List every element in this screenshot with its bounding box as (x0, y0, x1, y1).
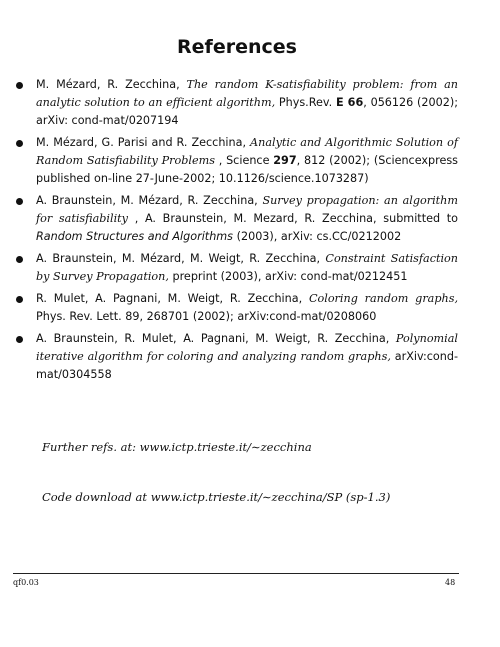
reference-item (14, 134, 458, 188)
reference-item (14, 192, 458, 246)
ref-details: , 056126 (2002); arXiv: cond-mat/0207194 (36, 96, 458, 127)
ref-journal: , Science (214, 154, 274, 167)
ref-details: (2003), arXiv: cs.CC/0212002 (233, 230, 402, 243)
reference-item (14, 76, 458, 130)
footer-label: qf0.03 (13, 578, 39, 587)
bullet-icon (16, 336, 23, 343)
ref-title: Coloring random graphs, (308, 292, 458, 305)
ref-authors: M. Mézard, R. Zecchina, (36, 78, 187, 91)
page-number: 48 (445, 578, 456, 587)
ref-details: Phys. Rev. Lett. 89, 268701 (2002); arXiv:cond-mat/0208060 (36, 310, 377, 323)
ref-title: The random K-satisfiability problem: from an analytic solution to an efficient algorithm, (36, 78, 458, 109)
bullet-icon (16, 198, 23, 205)
ref-volume: E 66 (335, 96, 364, 109)
reference-item (14, 330, 458, 384)
ref-authors: A. Braunstein, R. Mulet, A. Pagnani, M. Weigt, R. Zecchina, (36, 332, 396, 345)
ref-authors: R. Mulet, A. Pagnani, M. Weigt, R. Zecchina, (36, 292, 309, 305)
ref-venue: Random Structures and Algorithms (36, 230, 234, 243)
ref-volume: 297 (273, 154, 297, 167)
ref-title: Survey propagation: an algorithm for satisfiability (36, 194, 458, 225)
reference-item (14, 250, 458, 286)
ref-details: , 812 (2002); (Sciencexpress published on-line 27-June-2002; 10.1126/science.1073287) (36, 154, 459, 185)
bullet-icon (16, 296, 23, 303)
bullet-icon (16, 82, 23, 89)
ref-details: arXiv:cond-mat/0304558 (36, 350, 458, 381)
ref-authors: M. Mézard, G. Parisi and R. Zecchina, (36, 136, 251, 149)
bullet-icon (16, 256, 23, 263)
ref-details: preprint (2003), arXiv: cond-mat/0212451 (168, 270, 408, 283)
ref-title: Polynomial iterative algorithm for coloring and analyzing random graphs, (36, 332, 458, 363)
code-download-note: Code download at www.ictp.trieste.it/∼zecchina/SP (sp-1.3) (42, 490, 391, 504)
reference-list (14, 76, 458, 388)
bullet-icon (16, 140, 23, 147)
ref-authors: A. Braunstein, M. Mézard, M. Weigt, R. Zecchina, (36, 252, 326, 265)
ref-authors: A. Braunstein, M. Mézard, R. Zecchina, (36, 194, 263, 207)
reference-item (14, 290, 458, 326)
ref-title: Constraint Satisfaction by Survey Propagation, (36, 252, 458, 283)
further-refs-note: Further refs. at: www.ictp.trieste.it/∼zecchina (42, 440, 312, 454)
page-title: References (177, 36, 297, 58)
ref-middle: , A. Braunstein, M. Mezard, R. Zecchina, submitted to (128, 212, 458, 225)
footer-divider (13, 573, 459, 574)
ref-title: Analytic and Algorithmic Solution of Random Satisfiability Problems (36, 136, 458, 167)
ref-journal: Phys.Rev. (275, 96, 336, 109)
